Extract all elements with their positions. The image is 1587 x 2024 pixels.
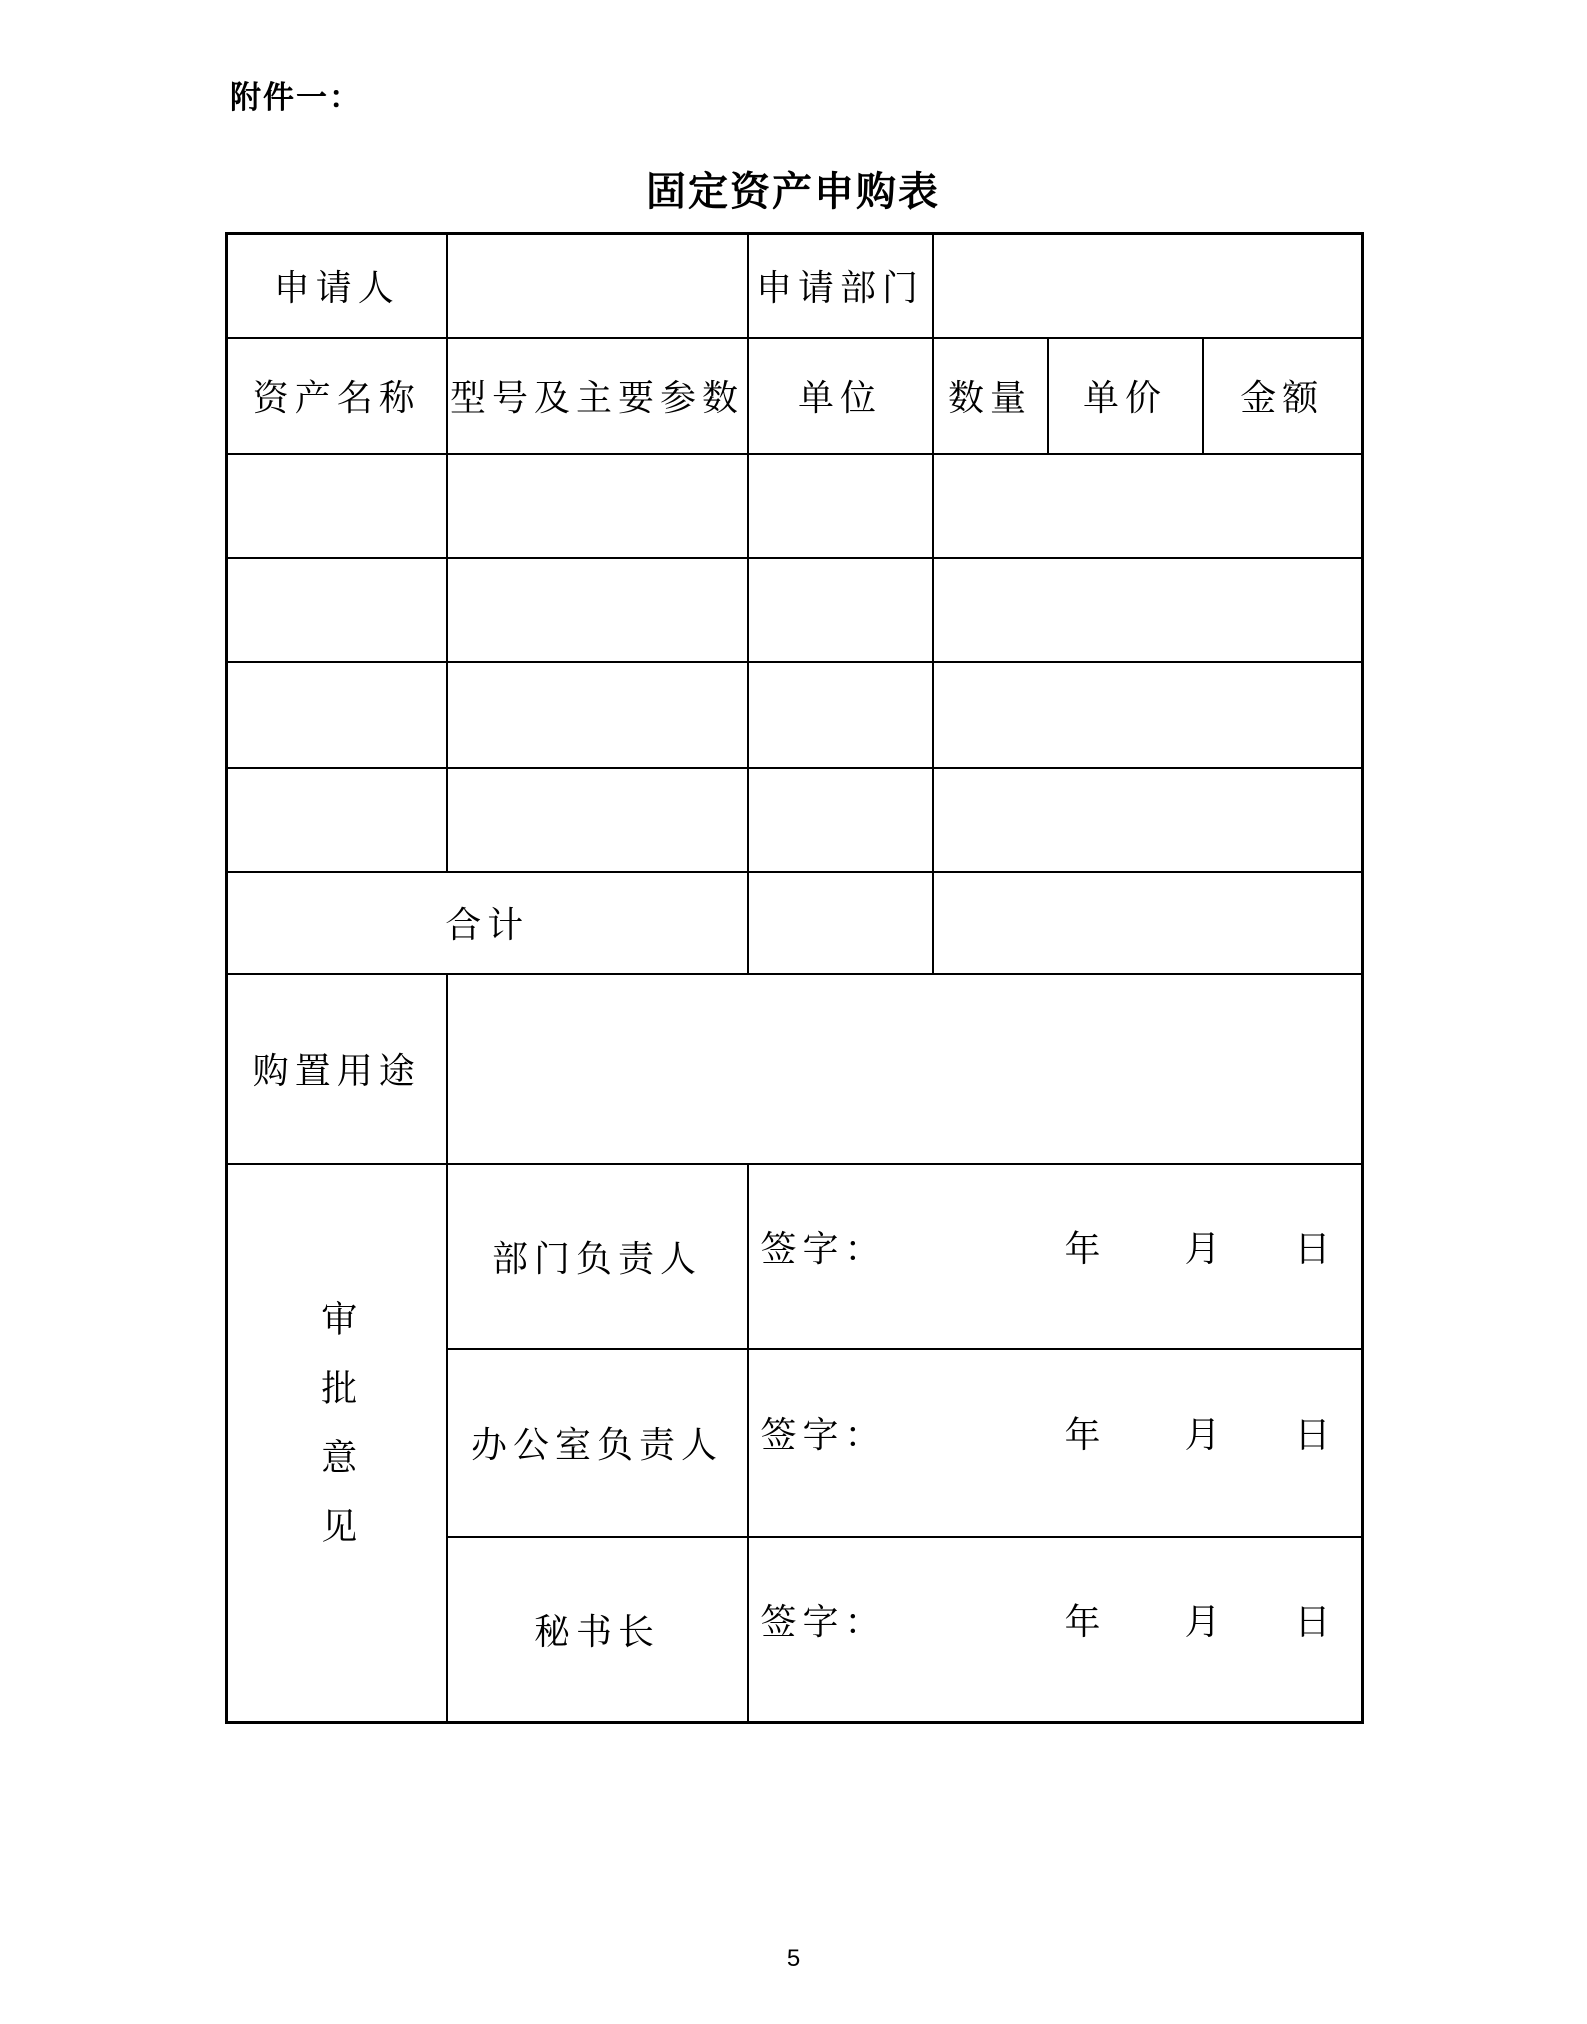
col-header-asset-name: 资产名称: [227, 338, 447, 454]
item-model-cell[interactable]: [447, 768, 748, 872]
day-label: 日: [1294, 1228, 1337, 1269]
total-unit-cell[interactable]: [748, 872, 933, 974]
signature-label: 签字：: [760, 1228, 887, 1269]
signature-label: 签字：: [760, 1601, 887, 1642]
approval-sign-cell-office-head[interactable]: [748, 1349, 1363, 1537]
year-label: 年: [1064, 1415, 1107, 1455]
col-header-amount: 金额: [1203, 338, 1363, 454]
purpose-label-cell: 购置用途: [227, 974, 447, 1164]
signature-line: [749, 1594, 1362, 1665]
item-unit-cell[interactable]: [748, 662, 933, 768]
signature-line: [749, 1221, 1362, 1292]
fixed-asset-purchase-table: [225, 232, 1364, 1724]
item-row-1: [227, 454, 1363, 558]
item-row-4: [227, 768, 1363, 872]
approval-section-label: 审批意见: [316, 1300, 357, 1577]
day-label: 日: [1294, 1415, 1337, 1455]
item-asset-name-cell[interactable]: [227, 662, 447, 768]
form-title: 固定资产申购表: [646, 169, 940, 214]
approval-role-secretary-general: 秘书长: [447, 1537, 748, 1723]
col-header-unit-price: 单价: [1048, 338, 1203, 454]
signature-label: 签字：: [760, 1415, 887, 1455]
month-label: 月: [1184, 1415, 1227, 1455]
year-label: 年: [1064, 1228, 1107, 1269]
approval-sign-cell-department-head[interactable]: [748, 1164, 1363, 1349]
year-label: 年: [1064, 1601, 1107, 1642]
day-label: 日: [1294, 1601, 1337, 1642]
attachment-label: 附件一：: [230, 80, 362, 115]
approval-role-office-head: 办公室负责人: [447, 1349, 748, 1537]
item-qty-price-amount-cell[interactable]: [933, 558, 1363, 662]
approval-sign-cell-secretary-general[interactable]: [748, 1537, 1363, 1723]
col-header-quantity: 数量: [933, 338, 1048, 454]
item-model-cell[interactable]: [447, 662, 748, 768]
department-value-cell[interactable]: [933, 234, 1363, 338]
total-amount-cell[interactable]: [933, 872, 1363, 974]
item-qty-price-amount-cell[interactable]: [933, 768, 1363, 872]
page-number: 5: [786, 1945, 801, 1972]
month-label: 月: [1184, 1228, 1227, 1269]
applicant-value-cell[interactable]: [447, 234, 748, 338]
approval-section-label-cell: [227, 1164, 447, 1723]
item-qty-price-amount-cell[interactable]: [933, 454, 1363, 558]
item-model-cell[interactable]: [447, 454, 748, 558]
item-unit-cell[interactable]: [748, 768, 933, 872]
col-header-unit: 单位: [748, 338, 933, 454]
approval-role-department-head: 部门负责人: [447, 1164, 748, 1349]
purpose-value-cell[interactable]: [447, 974, 1363, 1164]
item-unit-cell[interactable]: [748, 558, 933, 662]
item-qty-price-amount-cell[interactable]: [933, 662, 1363, 768]
item-asset-name-cell[interactable]: [227, 768, 447, 872]
total-label-cell: 合计: [227, 872, 748, 974]
month-label: 月: [1184, 1601, 1227, 1642]
item-row-2: [227, 558, 1363, 662]
item-asset-name-cell[interactable]: [227, 454, 447, 558]
item-model-cell[interactable]: [447, 558, 748, 662]
applicant-label-cell: 申请人: [227, 234, 447, 338]
item-asset-name-cell[interactable]: [227, 558, 447, 662]
col-header-model-params: 型号及主要参数: [447, 338, 748, 454]
department-label-cell: 申请部门: [748, 234, 933, 338]
signature-line: [749, 1407, 1362, 1478]
item-unit-cell[interactable]: [748, 454, 933, 558]
item-row-3: [227, 662, 1363, 768]
